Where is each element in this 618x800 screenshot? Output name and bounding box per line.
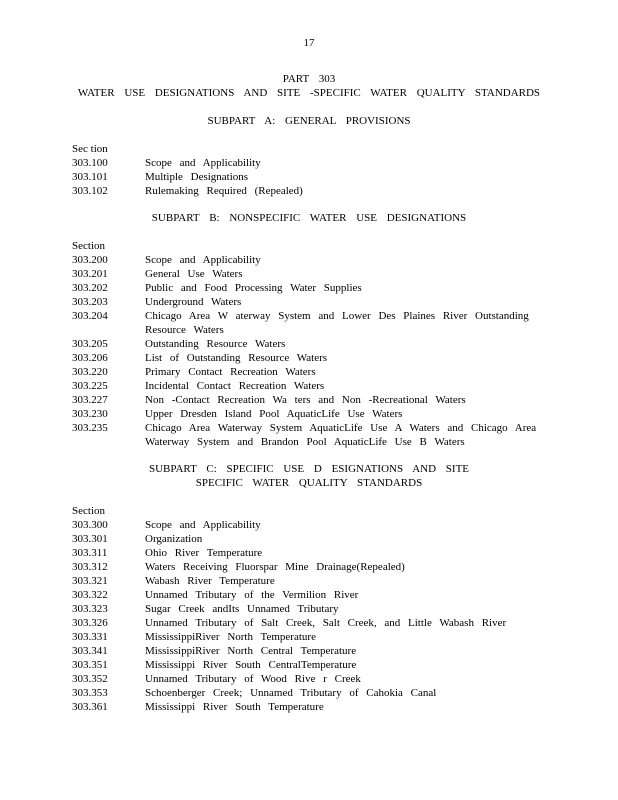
section-number: 303.300 [72, 519, 108, 531]
section-number: 303.201 [72, 268, 108, 280]
subpart-c-heading-line2: SPECIFIC WATER QUALITY STANDARDS [195, 477, 423, 489]
page-number: 17 [303, 37, 315, 49]
section-number: 303.323 [72, 603, 108, 615]
section-number: 303.341 [72, 645, 108, 657]
section-column-label: Sec tion [72, 143, 108, 155]
section-number: 303.100 [72, 157, 108, 169]
section-number: 303.301 [72, 533, 108, 545]
section-title: Underground Waters [145, 296, 242, 308]
section-title: Scope and Applicability [145, 254, 261, 266]
section-title: General Use Waters [145, 268, 243, 280]
section-title: Sugar Creek andIts Unnamed Tributary [145, 603, 339, 615]
section-title: MississippiRiver North Temperature [145, 631, 316, 643]
section-title: Non -Contact Recreation Wa ters and Non -Recreational Waters [145, 394, 466, 406]
section-title: MississippiRiver North Central Temperature [145, 645, 357, 657]
section-title: List of Outstanding Resource Waters [145, 352, 328, 364]
section-title: Incidental Contact Recreation Waters [145, 380, 325, 392]
section-title: Outstanding Resource Waters [145, 338, 286, 350]
section-number: 303.326 [72, 617, 108, 629]
section-number: 303.361 [72, 701, 108, 713]
part-title: WATER USE DESIGNATIONS AND SITE -SPECIFIC WATER QUALITY STANDARDS [77, 87, 541, 99]
section-title: Multiple Designations [145, 171, 249, 183]
section-title: Public and Food Processing Water Supplies [145, 282, 362, 294]
section-title: Mississippi River South Temperature [145, 701, 324, 713]
section-number: 303.353 [72, 687, 108, 699]
section-number: 303.220 [72, 366, 108, 378]
section-number: 303.235 [72, 422, 108, 434]
section-number: 303.200 [72, 254, 108, 266]
section-number: 303.102 [72, 185, 108, 197]
section-column-label: Section [72, 505, 105, 517]
section-title: Primary Contact Recreation Waters [145, 366, 316, 378]
section-title: Waters Receiving Fluorspar Mine Drainage(Repealed) [145, 561, 405, 573]
section-title: Unnamed Tributary of Salt Creek, Salt Creek, and Little Wabash River [145, 617, 507, 629]
section-title: Rulemaking Required (Repealed) [145, 185, 303, 197]
section-title: Organization [145, 533, 203, 545]
section-number: 303.206 [72, 352, 108, 364]
section-number: 303.227 [72, 394, 108, 406]
part-heading: PART 303 [282, 73, 336, 85]
section-number: 303.204 [72, 310, 108, 322]
subpart-b-heading: SUBPART B: NONSPECIFIC WATER USE DESIGNATIONS [151, 212, 467, 224]
section-number: 303.202 [72, 282, 108, 294]
section-title: Schoenberger Creek; Unnamed Tributary of Cahokia Canal [145, 687, 437, 699]
section-title: Unnamed Tributary of Wood Rive r Creek [145, 673, 361, 685]
section-title: Wabash River Temperature [145, 575, 275, 587]
section-number: 303.321 [72, 575, 108, 587]
section-title: Unnamed Tributary of the Vermilion River [145, 589, 359, 601]
section-number: 303.352 [72, 673, 108, 685]
section-title: Chicago Area Waterway System AquaticLife Use A Waters and Chicago Area [145, 422, 537, 434]
section-number: 303.331 [72, 631, 108, 643]
section-title: Chicago Area W aterway System and Lower Des Plaines River Outstanding [145, 310, 529, 322]
section-title: Upper Dresden Island Pool AquaticLife Use Waters [145, 408, 403, 420]
subpart-a-heading: SUBPART A: GENERAL PROVISIONS [207, 115, 411, 127]
section-number: 303.205 [72, 338, 108, 350]
section-number: 303.351 [72, 659, 108, 671]
section-title: Scope and Applicability [145, 157, 261, 169]
section-title: Mississippi River South CentralTemperature [145, 659, 357, 671]
section-number: 303.101 [72, 171, 108, 183]
section-number: 303.230 [72, 408, 108, 420]
section-number: 303.312 [72, 561, 108, 573]
section-column-label: Section [72, 240, 105, 252]
section-title-continued: Waterway System and Brandon Pool AquaticLife Use B Waters [145, 436, 465, 448]
section-number: 303.311 [72, 547, 108, 559]
section-title-continued: Resource Waters [145, 324, 224, 336]
section-number: 303.203 [72, 296, 108, 308]
section-title: Scope and Applicability [145, 519, 261, 531]
section-title: Ohio River Temperature [145, 547, 263, 559]
section-number: 303.322 [72, 589, 108, 601]
section-number: 303.225 [72, 380, 108, 392]
subpart-c-heading: SUBPART C: SPECIFIC USE D ESIGNATIONS AND SITE [148, 463, 470, 475]
